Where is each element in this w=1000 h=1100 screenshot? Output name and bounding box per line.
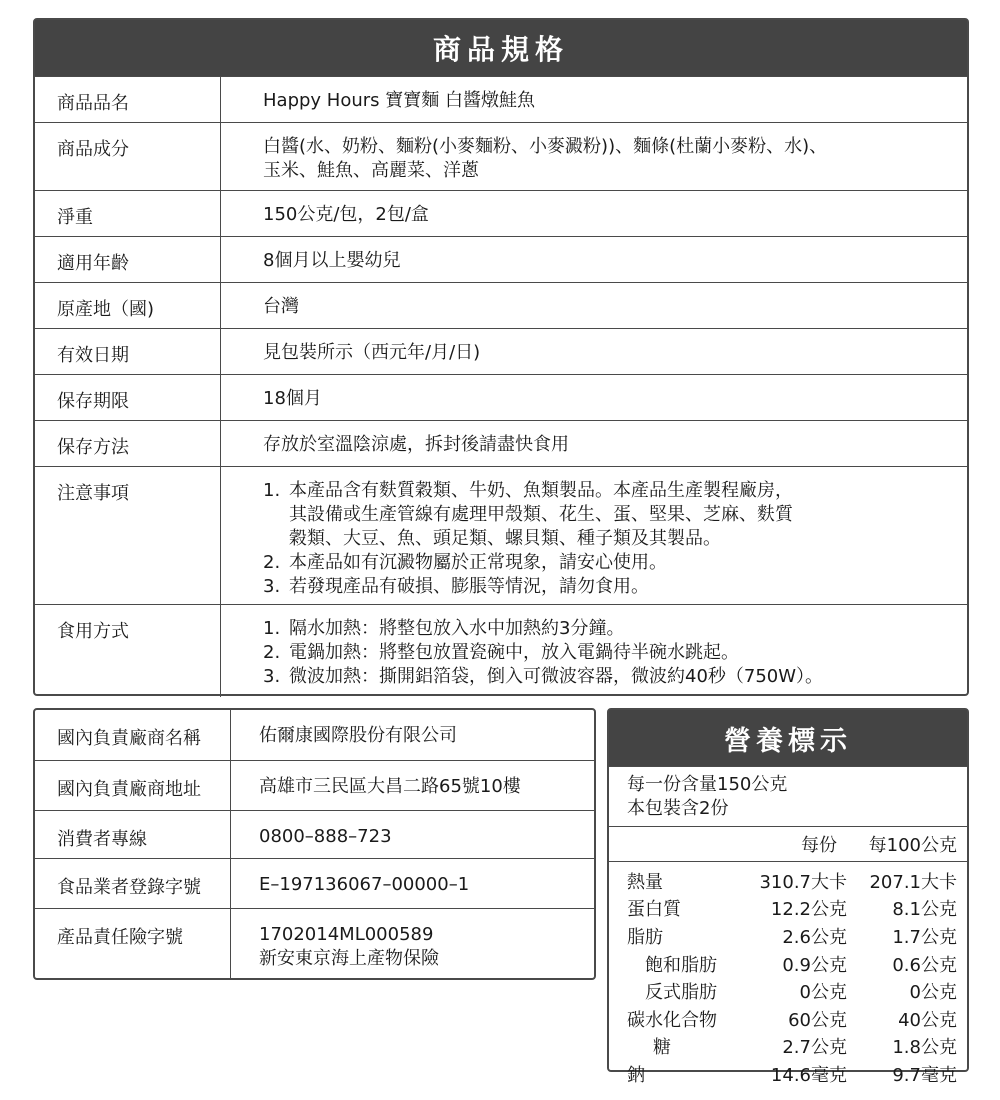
- nutrition-row: [609, 950, 967, 978]
- per-serving-value: 2.7公克: [782, 1037, 847, 1059]
- list-number: 1.: [263, 480, 281, 501]
- spec-title: 商品規格: [35, 20, 967, 76]
- spec-label: 有效日期: [35, 329, 221, 374]
- notes-list: [221, 467, 967, 604]
- spec-row-origin: [35, 282, 967, 328]
- nutrition-row: [609, 895, 967, 923]
- manufacturer-table: [33, 708, 596, 980]
- per-serving-value: 0.9公克: [782, 954, 847, 976]
- col-per-serving: 每份: [801, 835, 837, 856]
- list-item: [263, 641, 967, 665]
- maker-value-line: 新安東京海上產物保險: [259, 948, 439, 969]
- per-serving-value: 12.2公克: [770, 899, 847, 921]
- spec-row-expiry: [35, 328, 967, 374]
- spec-value-line: Happy Hours 寶寶麵 白醬燉鮭魚: [263, 90, 535, 111]
- servings-per-pack: 本包裝含2份: [627, 798, 729, 819]
- spec-row-storage: [35, 420, 967, 466]
- spec-label: 商品品名: [35, 77, 221, 122]
- per-100g-value: 1.7公克: [892, 926, 957, 948]
- nutrient-name: 脂肪: [627, 926, 663, 948]
- usage-line: 隔水加熱：將整包放入水中加熱約3分鐘。: [289, 618, 625, 639]
- per-100g-value: 0.6公克: [892, 954, 957, 976]
- maker-value: [231, 859, 594, 908]
- per-100g-value: 40公克: [898, 1009, 957, 1031]
- maker-value-line: 1702014ML000589: [259, 924, 434, 945]
- maker-value: [231, 811, 594, 858]
- list-number: 3.: [263, 666, 281, 687]
- spec-label: 原產地（國): [35, 283, 221, 328]
- spec-row-age: [35, 236, 967, 282]
- maker-row-company: [35, 710, 594, 760]
- spec-value: [221, 191, 967, 236]
- maker-row-hotline: [35, 810, 594, 858]
- per-100g-value: 1.8公克: [892, 1037, 957, 1059]
- list-number: 3.: [263, 576, 281, 597]
- spec-label: 淨重: [35, 191, 221, 236]
- spec-label: 適用年齡: [35, 237, 221, 282]
- list-item: [263, 479, 967, 551]
- nutrition-row: [609, 922, 967, 950]
- nutrition-row: [609, 1033, 967, 1061]
- col-per-100g: 每100公克: [868, 835, 957, 856]
- per-100g-value: 9.7毫克: [892, 1064, 957, 1086]
- maker-value: [231, 761, 594, 810]
- nutrition-title: 營養標示: [609, 710, 967, 766]
- serving-size: 每一份含量150公克: [627, 774, 788, 795]
- maker-label: 國內負責廠商名稱: [35, 710, 231, 760]
- nutrient-name: 碳水化合物: [627, 1009, 717, 1031]
- maker-label: 食品業者登錄字號: [35, 859, 231, 908]
- spec-value: [221, 421, 967, 466]
- spec-row-notes: [35, 466, 967, 604]
- maker-row-address: [35, 760, 594, 810]
- spec-value-line: 玉米、鮭魚、高麗菜、洋蔥: [263, 160, 479, 181]
- spec-row-shelf-life: [35, 374, 967, 420]
- spec-value: [221, 375, 967, 420]
- nutrition-panel: [607, 708, 969, 1086]
- note-line: 若發現產品有破損、膨脹等情況，請勿食用。: [289, 576, 649, 597]
- list-item: [263, 665, 967, 689]
- spec-row-name: [35, 76, 967, 122]
- per-serving-value: 2.6公克: [782, 926, 847, 948]
- nutrition-row: [609, 1060, 967, 1088]
- note-line: 本產品如有沉澱物屬於正常現象，請安心使用。: [289, 552, 667, 573]
- maker-value-line: 0800–888–723: [259, 826, 392, 847]
- spec-value-line: 台灣: [263, 296, 299, 317]
- nutrition-rows: [609, 861, 967, 1088]
- note-line: 本產品含有麩質穀類、牛奶、魚類製品。本產品生產製程廠房，: [289, 480, 793, 501]
- list-item: [263, 617, 967, 641]
- spec-value: [221, 123, 967, 190]
- nutrient-name: 反式脂肪: [645, 982, 717, 1004]
- nutrition-row: [609, 867, 967, 895]
- spec-value: [221, 77, 967, 122]
- list-item: [263, 551, 967, 575]
- maker-value-line: E–197136067–00000–1: [259, 874, 470, 895]
- nutrition-column-headers: [609, 826, 967, 861]
- nutrient-name: 蛋白質: [627, 899, 681, 921]
- per-serving-value: 14.6毫克: [770, 1064, 847, 1086]
- per-100g-value: 0公克: [909, 982, 957, 1004]
- spec-value-line: 18個月: [263, 388, 322, 409]
- note-line: 穀類、大豆、魚、頭足類、螺貝類、種子類及其製品。: [289, 528, 721, 549]
- maker-label: 產品責任險字號: [35, 909, 231, 978]
- nutrient-name: 糖: [653, 1037, 671, 1059]
- spec-value-line: 白醬(水、奶粉、麵粉(小麥麵粉、小麥澱粉))、麵條(杜蘭小麥粉、水)、: [263, 136, 828, 157]
- maker-value-line: 佑爾康國際股份有限公司: [259, 725, 457, 746]
- usage-line: 微波加熱：撕開鋁箔袋，倒入可微波容器，微波約40秒（750W）。: [289, 666, 824, 687]
- spec-value: [221, 329, 967, 374]
- spec-value: [221, 237, 967, 282]
- spec-value-line: 存放於室溫陰涼處，拆封後請盡快食用: [263, 434, 569, 455]
- spec-label: 商品成分: [35, 123, 221, 190]
- usage-line: 電鍋加熱：將整包放置瓷碗中，放入電鍋待半碗水跳起。: [289, 642, 739, 663]
- per-serving-value: 0公克: [799, 982, 847, 1004]
- list-item: [263, 575, 967, 599]
- list-number: 2.: [263, 552, 281, 573]
- spec-label: 保存期限: [35, 375, 221, 420]
- serving-info: [609, 766, 967, 826]
- spec-value: [221, 283, 967, 328]
- spec-label: 食用方式: [35, 605, 221, 697]
- maker-value: [231, 710, 594, 760]
- per-100g-value: 8.1公克: [892, 899, 957, 921]
- nutrition-row: [609, 1005, 967, 1033]
- spec-row-usage: [35, 604, 967, 697]
- spec-label: 保存方法: [35, 421, 221, 466]
- maker-label: 消費者專線: [35, 811, 231, 858]
- nutrient-name: 熱量: [627, 871, 663, 893]
- nutrient-name: 飽和脂肪: [645, 954, 717, 976]
- usage-list: [221, 605, 967, 697]
- per-serving-value: 60公克: [788, 1009, 847, 1031]
- spec-label: 注意事項: [35, 467, 221, 604]
- list-number: 1.: [263, 618, 281, 639]
- per-serving-value: 310.7大卡: [759, 871, 847, 893]
- list-number: 2.: [263, 642, 281, 663]
- maker-value: [231, 909, 594, 978]
- nutrient-name: 鈉: [627, 1064, 645, 1086]
- product-spec-table: [33, 18, 969, 696]
- maker-label: 國內負責廠商地址: [35, 761, 231, 810]
- per-100g-value: 207.1大卡: [869, 871, 957, 893]
- nutrition-row: [609, 977, 967, 1005]
- note-line: 其設備或生產管線有處理甲殼類、花生、蛋、堅果、芝麻、麩質: [289, 504, 793, 525]
- spec-value-line: 8個月以上嬰幼兒: [263, 250, 401, 271]
- maker-row-registration: [35, 858, 594, 908]
- maker-value-line: 高雄市三民區大昌二路65號10樓: [259, 776, 521, 797]
- spec-value-line: 見包裝所示（西元年/月/日): [263, 342, 481, 363]
- spec-row-ingredients: [35, 122, 967, 190]
- maker-row-insurance: [35, 908, 594, 978]
- spec-row-net-weight: [35, 190, 967, 236]
- spec-value-line: 150公克/包，2包/盒: [263, 204, 429, 225]
